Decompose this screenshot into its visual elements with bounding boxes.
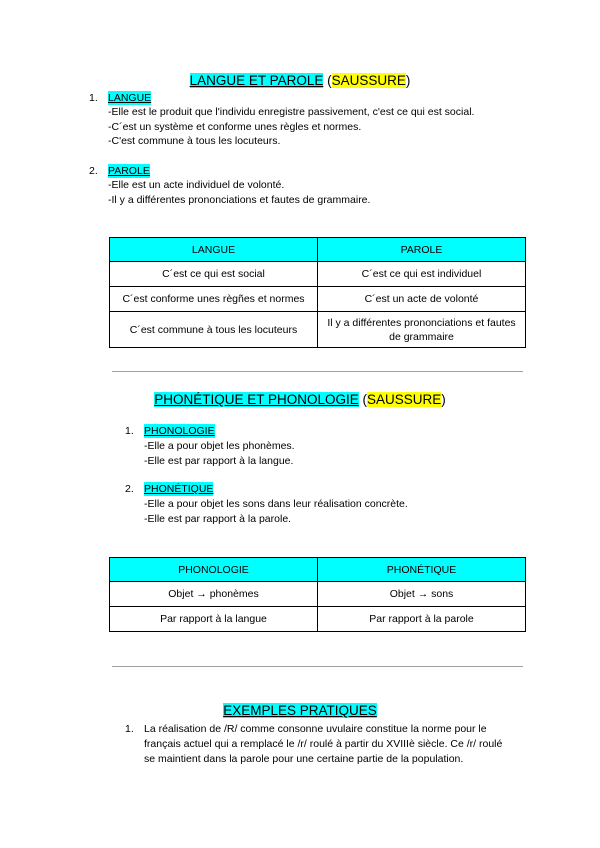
heading-phonologie: PHONOLOGIE: [144, 425, 215, 437]
example-paragraph: [144, 722, 534, 767]
text-line: -C´est un système et conforme unes règles et normes.: [108, 121, 362, 133]
section-title-exemples: [0, 703, 600, 719]
table-header: PHONOLOGIE: [110, 558, 318, 582]
text-line: -Il y a différentes prononciations et fautes de grammaire.: [108, 194, 371, 206]
table-cell: Il y a différentes prononciations et fautes de grammaire: [318, 312, 526, 348]
list-number: 1.: [125, 425, 134, 437]
text-line: -C'est commune à tous les locuteurs.: [108, 135, 281, 147]
comparison-table-phonologie-phonetique: [109, 557, 526, 632]
table-row: [110, 582, 526, 607]
section-divider: [112, 371, 523, 372]
table-cell: C´est ce qui est individuel: [318, 262, 526, 287]
section-title-langue-parole: LANGUE ET PAROLE (SAUSSURE): [189, 73, 411, 88]
title-text: PHONÉTIQUE ET PHONOLOGIE: [154, 392, 359, 407]
table-row: [110, 262, 526, 287]
table-cell: Par rapport à la parole: [318, 607, 526, 632]
title-author: SAUSSURE: [367, 392, 442, 407]
text-line: -Elle est le produit que l'individu enregistre passivement, c'est ce qui est social.: [108, 106, 475, 118]
heading-parole: PAROLE: [108, 165, 150, 177]
table-cell: C´est ce qui est social: [110, 262, 318, 287]
title-author: SAUSSURE: [331, 73, 406, 88]
table-cell: C´est commune à tous les locuteurs: [110, 312, 318, 348]
text-line: -Elle a pour objet les sons dans leur réalisation concrète.: [144, 498, 408, 510]
section-divider: [112, 666, 523, 667]
table-cell: C´est un acte de volonté: [318, 287, 526, 312]
title-text: LANGUE ET PAROLE: [189, 73, 324, 88]
list-number: 2.: [125, 483, 134, 495]
text-line: -Elle est par rapport à la parole.: [144, 513, 292, 525]
list-number: 2.: [89, 165, 98, 177]
table-row: [110, 607, 526, 632]
table-header: LANGUE: [110, 238, 318, 262]
table-cell: Par rapport à la langue: [110, 607, 318, 632]
table-row: [110, 312, 526, 348]
table-header: PHONÉTIQUE: [318, 558, 526, 582]
title-text: EXEMPLES PRATIQUES: [223, 703, 377, 718]
list-number: 1.: [89, 92, 98, 104]
table-header: PAROLE: [318, 238, 526, 262]
text-line: -Elle a pour objet les phonèmes.: [144, 440, 295, 452]
table-cell: Objet → sons: [318, 582, 526, 607]
comparison-table-langue-parole: [109, 237, 526, 348]
text-line: -Elle est un acte individuel de volonté.: [108, 179, 285, 191]
table-row: [110, 287, 526, 312]
text-line: La réalisation de /R/ comme consonne uvulaire constitue la norme pour le: [144, 723, 487, 735]
table-cell: C´est conforme unes règñes et normes: [110, 287, 318, 312]
text-line: -Elle est par rapport à la langue.: [144, 455, 294, 467]
text-line: se maintient dans la parole pour une certaine partie de la population.: [144, 753, 464, 765]
heading-phonetique: PHONÉTIQUE: [144, 483, 214, 495]
list-number: 1.: [125, 723, 134, 735]
text-line: français actuel qui a remplacé le /r/ roulé à partir du XVIIIè siècle. Ce /r/ roulé: [144, 738, 503, 750]
section-title-phonetique-phonologie: PHONÉTIQUE ET PHONOLOGIE (SAUSSURE): [154, 392, 446, 407]
table-cell: Objet → phonèmes: [110, 582, 318, 607]
heading-langue: LANGUE: [108, 92, 152, 104]
